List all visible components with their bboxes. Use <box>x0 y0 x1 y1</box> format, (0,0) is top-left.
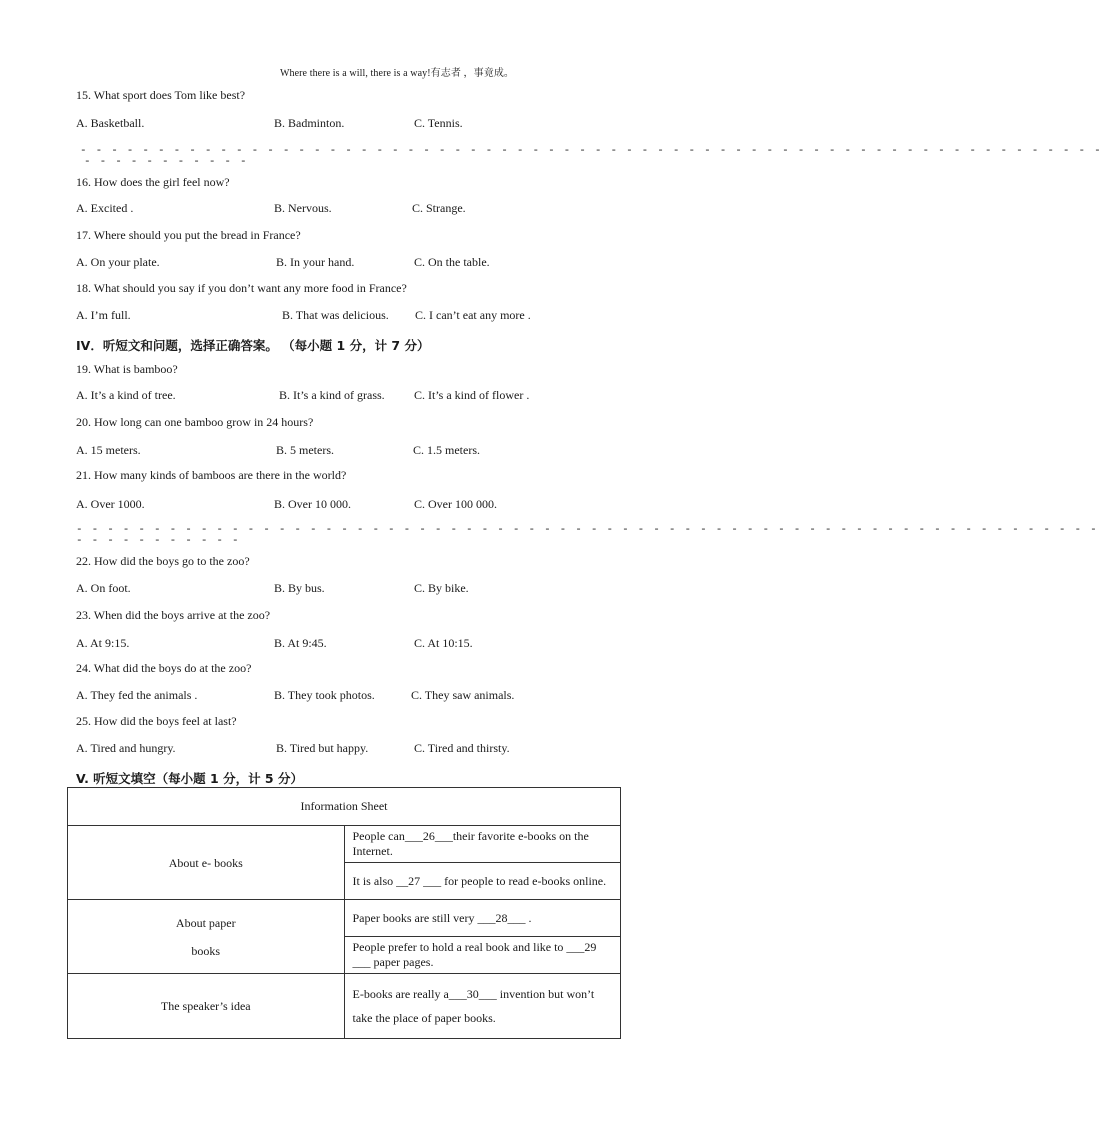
q18-option-b: B. That was delicious. <box>282 308 389 322</box>
blank-30-line: E-books are really a___30___ invention but won’t take the place of paper books. <box>344 974 621 1039</box>
divider-line: - - - - - - - - - - - <box>76 535 240 547</box>
blank-26-line: People can___26___their favorite e-books on the Internet. <box>344 826 621 863</box>
speaker-idea-label: The speaker’s idea <box>68 974 345 1039</box>
q19-option-c: C. It’s a kind of flower . <box>414 388 530 402</box>
q17-option-a: A. On your plate. <box>76 255 160 269</box>
question-16: 16. How does the girl feel now? <box>76 175 230 189</box>
question-15: 15. What sport does Tom like best? <box>76 88 246 102</box>
q19-option-a: A. It’s a kind of tree. <box>76 388 176 402</box>
q25-option-b: B. Tired but happy. <box>276 741 369 755</box>
q16-option-a: A. Excited . <box>76 201 134 215</box>
q23-option-b: B. At 9:45. <box>274 636 327 650</box>
q24-option-c: C. They saw animals. <box>411 688 515 702</box>
q24-option-a: A. They fed the animals . <box>76 688 198 702</box>
section-5-heading: V. 听短文填空（每小题 1 分，计 5 分） <box>76 771 303 786</box>
question-21: 21. How many kinds of bamboos are there in the world? <box>76 468 347 482</box>
q15-option-c: C. Tennis. <box>414 116 463 130</box>
q22-option-c: C. By bike. <box>414 581 469 595</box>
question-19: 19. What is bamboo? <box>76 362 178 376</box>
question-18: 18. What should you say if you don’t want any more food in France? <box>76 281 407 295</box>
question-17: 17. Where should you put the bread in France? <box>76 228 301 242</box>
q22-option-b: B. By bus. <box>274 581 325 595</box>
q25-option-c: C. Tired and thirsty. <box>414 741 510 755</box>
information-sheet-table <box>67 787 621 1039</box>
divider-line: - - - - - - - - - - - - - - - - - - - - - - - - - - - - - - - - - - - - - - - - - - - - - - - - - - - - - - - - - - - - - - - - - - <box>76 524 1098 536</box>
paper-books-label-line1: About paper <box>175 915 236 930</box>
q20-option-c: C. 1.5 meters. <box>413 443 480 457</box>
paper-books-label <box>68 900 345 974</box>
q21-option-b: B. Over 10 000. <box>274 497 351 511</box>
ebooks-label: About e- books <box>68 826 345 900</box>
q18-option-c: C. I can’t eat any more . <box>415 308 531 322</box>
q16-option-b: B. Nervous. <box>274 201 332 215</box>
question-24: 24. What did the boys do at the zoo? <box>76 661 252 675</box>
blank-28-line: Paper books are still very ___28___ . <box>344 900 621 937</box>
blank-27-line: It is also __27 ___ for people to read e-books online. <box>344 863 621 900</box>
section-4-heading: IV．听短文和问题，选择正确答案。 （每小题 1 分，计 7 分） <box>76 338 430 353</box>
question-25: 25. How did the boys feel at last? <box>76 714 237 728</box>
q24-option-b: B. They took photos. <box>274 688 375 702</box>
question-20: 20. How long can one bamboo grow in 24 hours? <box>76 415 314 429</box>
q20-option-b: B. 5 meters. <box>276 443 334 457</box>
q18-option-a: A. I’m full. <box>76 308 131 322</box>
q23-option-c: C. At 10:15. <box>414 636 473 650</box>
q20-option-a: A. 15 meters. <box>76 443 141 457</box>
q15-option-b: B. Badminton. <box>274 116 345 130</box>
q17-option-b: B. In your hand. <box>276 255 355 269</box>
divider-line: - - - - - - - - - - - <box>84 156 248 168</box>
question-23: 23. When did the boys arrive at the zoo? <box>76 608 271 622</box>
divider-line: - - - - - - - - - - - - - - - - - - - - - - - - - - - - - - - - - - - - - - - - - - - - - - - - - - - - - - - - - - - - - - - - - - <box>80 145 1102 157</box>
q21-option-a: A. Over 1000. <box>76 497 145 511</box>
question-22: 22. How did the boys go to the zoo? <box>76 554 250 568</box>
blank-29-line: People prefer to hold a real book and like to ___29 ___ paper pages. <box>344 937 621 974</box>
q22-option-a: A. On foot. <box>76 581 131 595</box>
q17-option-c: C. On the table. <box>414 255 490 269</box>
q15-option-a: A. Basketball. <box>76 116 145 130</box>
q21-option-c: C. Over 100 000. <box>414 497 497 511</box>
q19-option-b: B. It’s a kind of grass. <box>279 388 385 402</box>
q25-option-a: A. Tired and hungry. <box>76 741 176 755</box>
header-motto: Where there is a will, there is a way!有志者 ，事竟成。 <box>279 68 515 79</box>
information-sheet-title: Information Sheet <box>68 788 621 826</box>
q23-option-a: A. At 9:15. <box>76 636 130 650</box>
q16-option-c: C. Strange. <box>412 201 466 215</box>
paper-books-label-line2: books <box>191 943 221 958</box>
